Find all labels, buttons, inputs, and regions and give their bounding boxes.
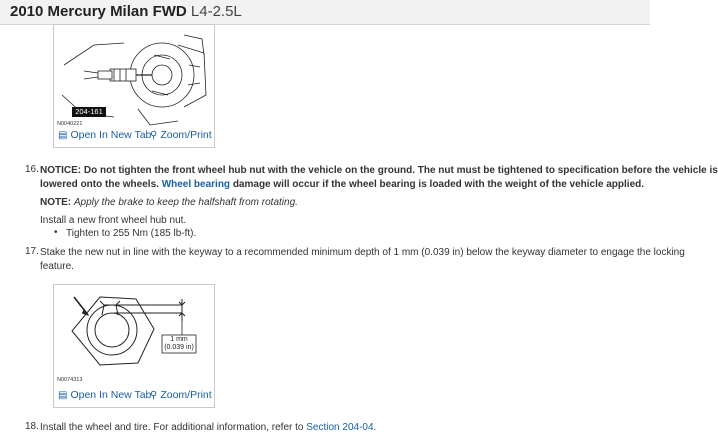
bullet-dot: • [54,227,58,238]
figure-id: N0074313 [57,377,83,383]
zoom-print-link[interactable] [150,389,212,401]
zoom-print-label: Zoom/Print [160,129,212,141]
zoom-print-link[interactable] [150,129,212,141]
figure-hub-nut [53,24,215,148]
step-18-text [40,421,376,434]
notice-text-2a: lowered onto the wheels. [40,179,159,190]
figure-links [54,389,214,403]
notice-text-1: Do not tighten the front wheel hub nut with the vehicle on the ground. The nut must be tightened to specification before the vehicle is [83,165,718,176]
wheel-bearing-link[interactable]: Wheel bearing [161,179,231,190]
step-18-period: . [373,422,377,433]
open-new-tab-link[interactable] [58,129,151,141]
step-16-instruction: Install a new front wheel hub nut. [40,215,187,226]
magnifier-icon: ⚲ [150,390,158,401]
engine-name: L4-2.5L [190,3,242,20]
step-17-line-2: feature. [40,261,74,272]
open-new-tab-icon: ▤ [58,130,68,141]
open-new-tab-label: Open In New Tab [70,389,152,401]
torque-spec: Tighten to 255 Nm (185 lb-ft). [66,228,197,239]
section-204-04-link[interactable]: Section 204-04 [306,422,374,433]
zoom-print-label: Zoom/Print [160,389,212,401]
step-number: 16. [25,164,39,175]
step-17-line-1: Stake the new nut in line with the keyway to a recommended minimum depth of 1 mm (0.039 in) below the keyway diameter to engage the locking [40,247,685,258]
notice-text-2b: damage will occur if the wheel bearing is loaded with the weight of the vehicle applied. [232,179,645,190]
figure-stake-nut [53,284,215,408]
vehicle-title [10,4,242,20]
figure-links [54,129,214,143]
figure-callout: 204-161 [75,107,103,116]
step-16-notice [40,164,718,191]
step-number: 18. [25,421,39,432]
note-text: Apply the brake to keep the halfshaft from rotating. [73,197,298,208]
step-16-note [40,196,298,209]
notice-line-2 [40,178,645,191]
notice-line-1 [40,164,718,177]
dimension-in: (0.039 in) [164,344,194,351]
step-17-text [40,246,685,273]
vehicle-name: 2010 Mercury Milan FWD [10,3,187,20]
magnifier-icon: ⚲ [150,130,158,141]
step-18-body: Install the wheel and tire. For additional information, refer to [40,422,304,433]
notice-label: NOTICE: [40,165,82,176]
dimension-mm: 1 mm [170,336,188,343]
note-label: NOTE: [40,197,72,208]
figure-id: N0040221 [57,121,83,127]
open-new-tab-icon: ▤ [58,390,68,401]
open-new-tab-link[interactable] [58,389,151,401]
open-new-tab-label: Open In New Tab [70,129,152,141]
step-number: 17. [25,246,39,257]
header-bar [0,0,650,25]
